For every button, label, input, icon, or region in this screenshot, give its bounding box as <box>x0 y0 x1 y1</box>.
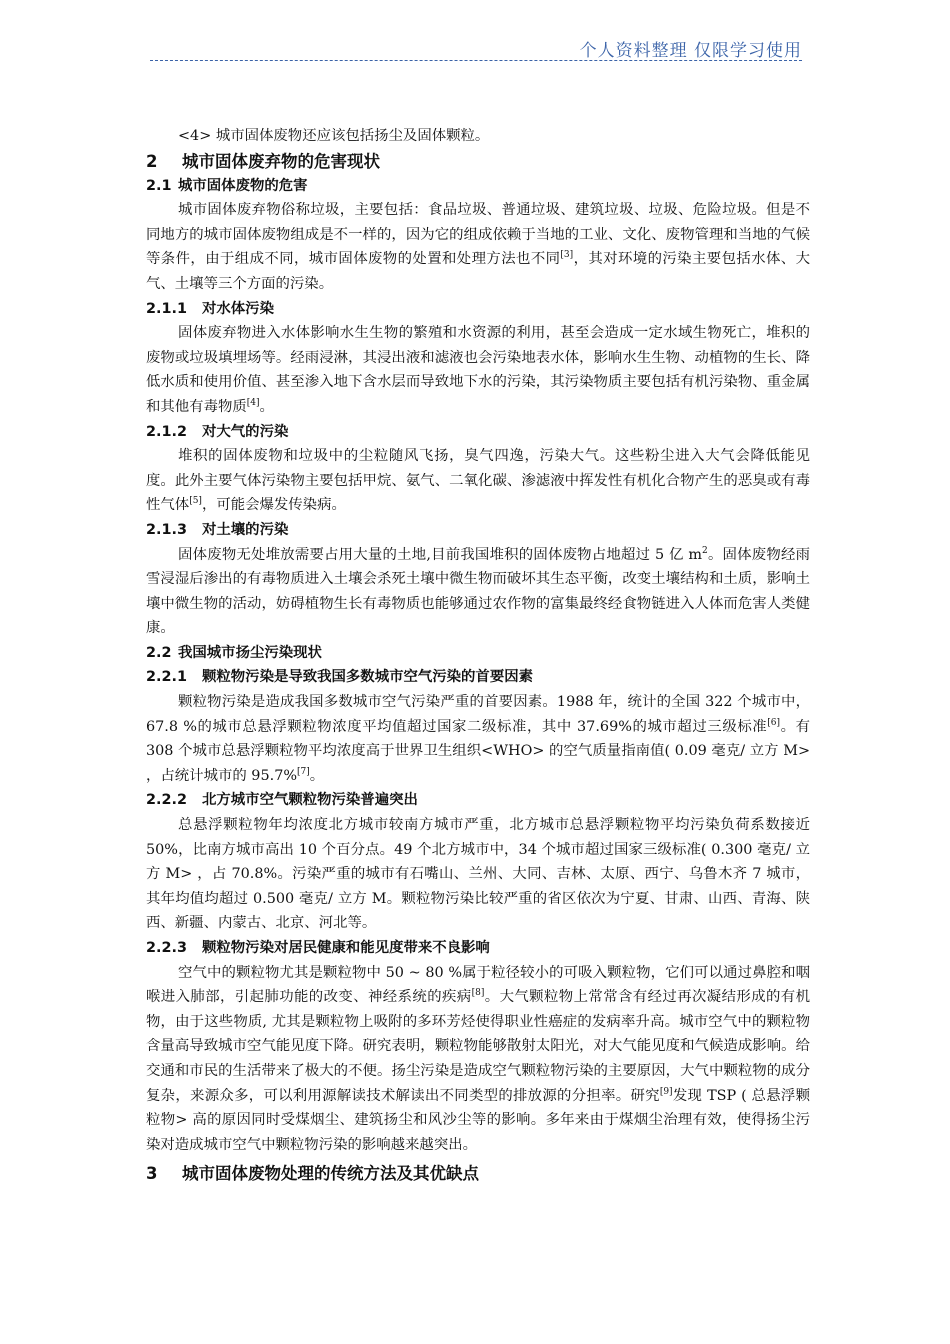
paragraph-text: 。 <box>259 398 274 415</box>
paragraph-text: ，可能会爆发传染病。 <box>201 497 346 514</box>
section-2-1-3-paragraph <box>146 543 810 641</box>
paragraph-text: 颗粒物污染是造成我国多数城市空气污染严重的首要因素。1988 年，统计的全国 322 个城市中，67.8 %的城市总悬浮颗粒物浓度平均值超过国家二级标准，其中 37.69%的城市超过三级标准 <box>146 694 810 735</box>
section-number: 2.2.1 <box>146 669 187 686</box>
section-number: 3 <box>146 1164 158 1184</box>
section-title: 对大气的污染 <box>202 423 289 440</box>
paragraph-text: 空气中的颗粒物尤其是颗粒物中 50 ~ 80 %属于粒径较小的可吸入颗粒物，它们可以通过鼻腔和咽喉进入肺部，引起肺功能的改变、神经系统的疾病 <box>146 964 810 1006</box>
section-title: 城市固体废物的危害 <box>178 177 308 194</box>
paragraph-text: 城市固体废弃物俗称垃圾，主要包括：食品垃圾、普通垃圾、建筑垃圾、垃圾、危险垃圾。但是不同地方的城市固体废物组成是不一样的，因为它的组成依赖于当地的工业、文化、废物管理和当地的气候等条件，由于组成不同，城市固体废物的处置和处理方法也不同 <box>146 202 810 268</box>
section-number: 2.1.1 <box>146 300 187 317</box>
citation: [5] <box>189 496 202 507</box>
section-2-2-3-heading <box>146 936 810 961</box>
section-2-1-1-paragraph <box>146 321 810 419</box>
section-2-2-2-heading <box>146 788 810 813</box>
paragraph-text: 。固体废物经雨雪浸湿后渗出的有毒物质进入土壤会杀死土壤中微生物而破坏其生态平衡，改变土壤结构和土质，影响土壤中微生物的活动，妨碍植物生长有毒物质也能够通过农作物的富集最终经食物链进入人体而危害人类健康。 <box>146 546 810 637</box>
section-2-1-1-heading <box>146 297 810 322</box>
section-number: 2.1.2 <box>146 423 187 440</box>
section-2-1-3-heading <box>146 518 810 543</box>
citation: [7] <box>297 767 310 778</box>
document-body <box>146 124 810 1186</box>
section-title: 城市固体废弃物的危害现状 <box>182 151 380 171</box>
section-number: 2.2.3 <box>146 940 187 956</box>
section-number: 2 <box>146 151 158 171</box>
paragraph-text: 。 <box>309 767 325 784</box>
section-number: 2.2.2 <box>146 792 187 809</box>
paragraph-text: 。有 308 个城市总悬浮颗粒物平均浓度高于世界卫生组织<WHO> 的空气质量指南值( 0.09 毫克/ 立方 M> ，占统计城市的 95.7% <box>146 718 810 784</box>
section-number: 2.1 <box>146 177 172 194</box>
page-header: 个人资料整理 仅限学习使用 <box>579 41 802 61</box>
section-title: 北方城市空气颗粒物污染普遍突出 <box>202 792 418 809</box>
section-title: 颗粒物污染对居民健康和能见度带来不良影响 <box>202 940 490 956</box>
section-2-1-2-heading <box>146 420 810 445</box>
paragraph-text: 。大气颗粒物上常常含有经过再次凝结形成的有机物，由于这些物质, 尤其是颗粒物上吸附的多环芳烃使得职业性癌症的发病率升高。城市空气中的颗粒物含量高导致城市空气能见度下降。研究表明，颗粒物能够散射太阳光，对大气能见度和气候造成影响。给交通和市民的生活带来了极大的不便。扬尘污染是造成空气颗粒物污染的主要原因，大气中颗粒物的成分复杂，来源众多，可以利用源解读技术解读出不同类型的排放源的分担率。研究 <box>146 989 810 1104</box>
section-2-2-heading <box>146 641 810 666</box>
paragraph-text: 固体废弃物进入水体影响水生生物的繁殖和水资源的利用，甚至会造成一定水域生物死亡，堆积的废物或垃圾填埋场等。经雨浸淋，其浸出液和滤液也会污染地表水体，影响水生生物、动植物的生长、降低水质和使用价值、甚至渗入地下含水层而导致地下水的污染，其污染物质主要包括有机污染物、重金属和其他有毒物质 <box>146 325 810 415</box>
section-title: 对水体污染 <box>202 300 274 317</box>
section-title: 我国城市扬尘污染现状 <box>178 644 322 661</box>
header-divider <box>150 60 802 61</box>
section-2-2-1-paragraph <box>146 690 810 788</box>
superscript: 2 <box>702 545 708 556</box>
section-2-heading <box>146 149 810 174</box>
section-title: 对土壤的污染 <box>202 521 289 538</box>
section-3-heading <box>146 1161 810 1186</box>
citation: [9] <box>659 1086 673 1097</box>
section-2-1-2-paragraph <box>146 444 810 518</box>
section-2-1-heading <box>146 174 810 199</box>
paragraph-text: 发现 TSP ( 总悬浮颗粒物> 高的原因同时受煤烟尘、建筑扬尘和风沙尘等的影响。多年来由于煤烟尘治理有效，使得扬尘污染对造成城市空气中颗粒物污染的影响越来越突出。 <box>146 1087 810 1153</box>
paragraph-text: 堆积的固体废物和垃圾中的尘粒随风飞扬，臭气四逸，污染大气。这些粉尘进入大气会降低能见度。此外主要气体污染物主要包括甲烷、氨气、二氧化碳、渗滤液中挥发性有机化合物产生的恶臭或有毒性气体 <box>146 448 810 514</box>
citation: [8] <box>471 988 485 999</box>
section-number: 2.1.3 <box>146 521 187 538</box>
section-2-2-3-paragraph <box>146 961 810 1158</box>
section-title: 颗粒物污染是导致我国多数城市空气污染的首要因素 <box>202 669 533 686</box>
section-2-2-2-paragraph: 总悬浮颗粒物年均浓度北方城市较南方城市严重，北方城市总悬浮颗粒物平均污染负荷系数接近 50%，比南方城市高出 10 个百分点。49 个北方城市中，34 个城市超过国家三级标准( 0.300 毫克/ 立方 M> ，占 70.8%。污染严重的城市有石嘴山、兰州、大同、吉林、太原、西宁、乌鲁木齐 7 城市，其年均值均超过 0.500 毫克/ 立方 M。颗粒物污染比较严重的省区依次为宁夏、甘肃、山西、青海、陕西、新疆、内蒙古、北京、河北等。 <box>146 817 810 932</box>
section-2-1-paragraph <box>146 198 810 296</box>
paragraph-text: 固体废物无处堆放需要占用大量的土地,目前我国堆积的固体废物占地超过 5 亿 m <box>178 546 702 563</box>
item-4-paragraph: <4> 城市固体废物还应该包括扬尘及固体颗粒。 <box>178 128 490 144</box>
citation: [4] <box>246 398 260 409</box>
section-number: 2.2 <box>146 644 172 661</box>
paragraph-text: ，其对环境的污染主要包括水体、大气、土壤等三个方面的污染。 <box>146 251 810 292</box>
section-title: 城市固体废物处理的传统方法及其优缺点 <box>182 1164 479 1184</box>
section-2-2-1-heading <box>146 665 810 690</box>
citation: [3] <box>560 250 574 261</box>
citation: [6] <box>767 717 781 728</box>
